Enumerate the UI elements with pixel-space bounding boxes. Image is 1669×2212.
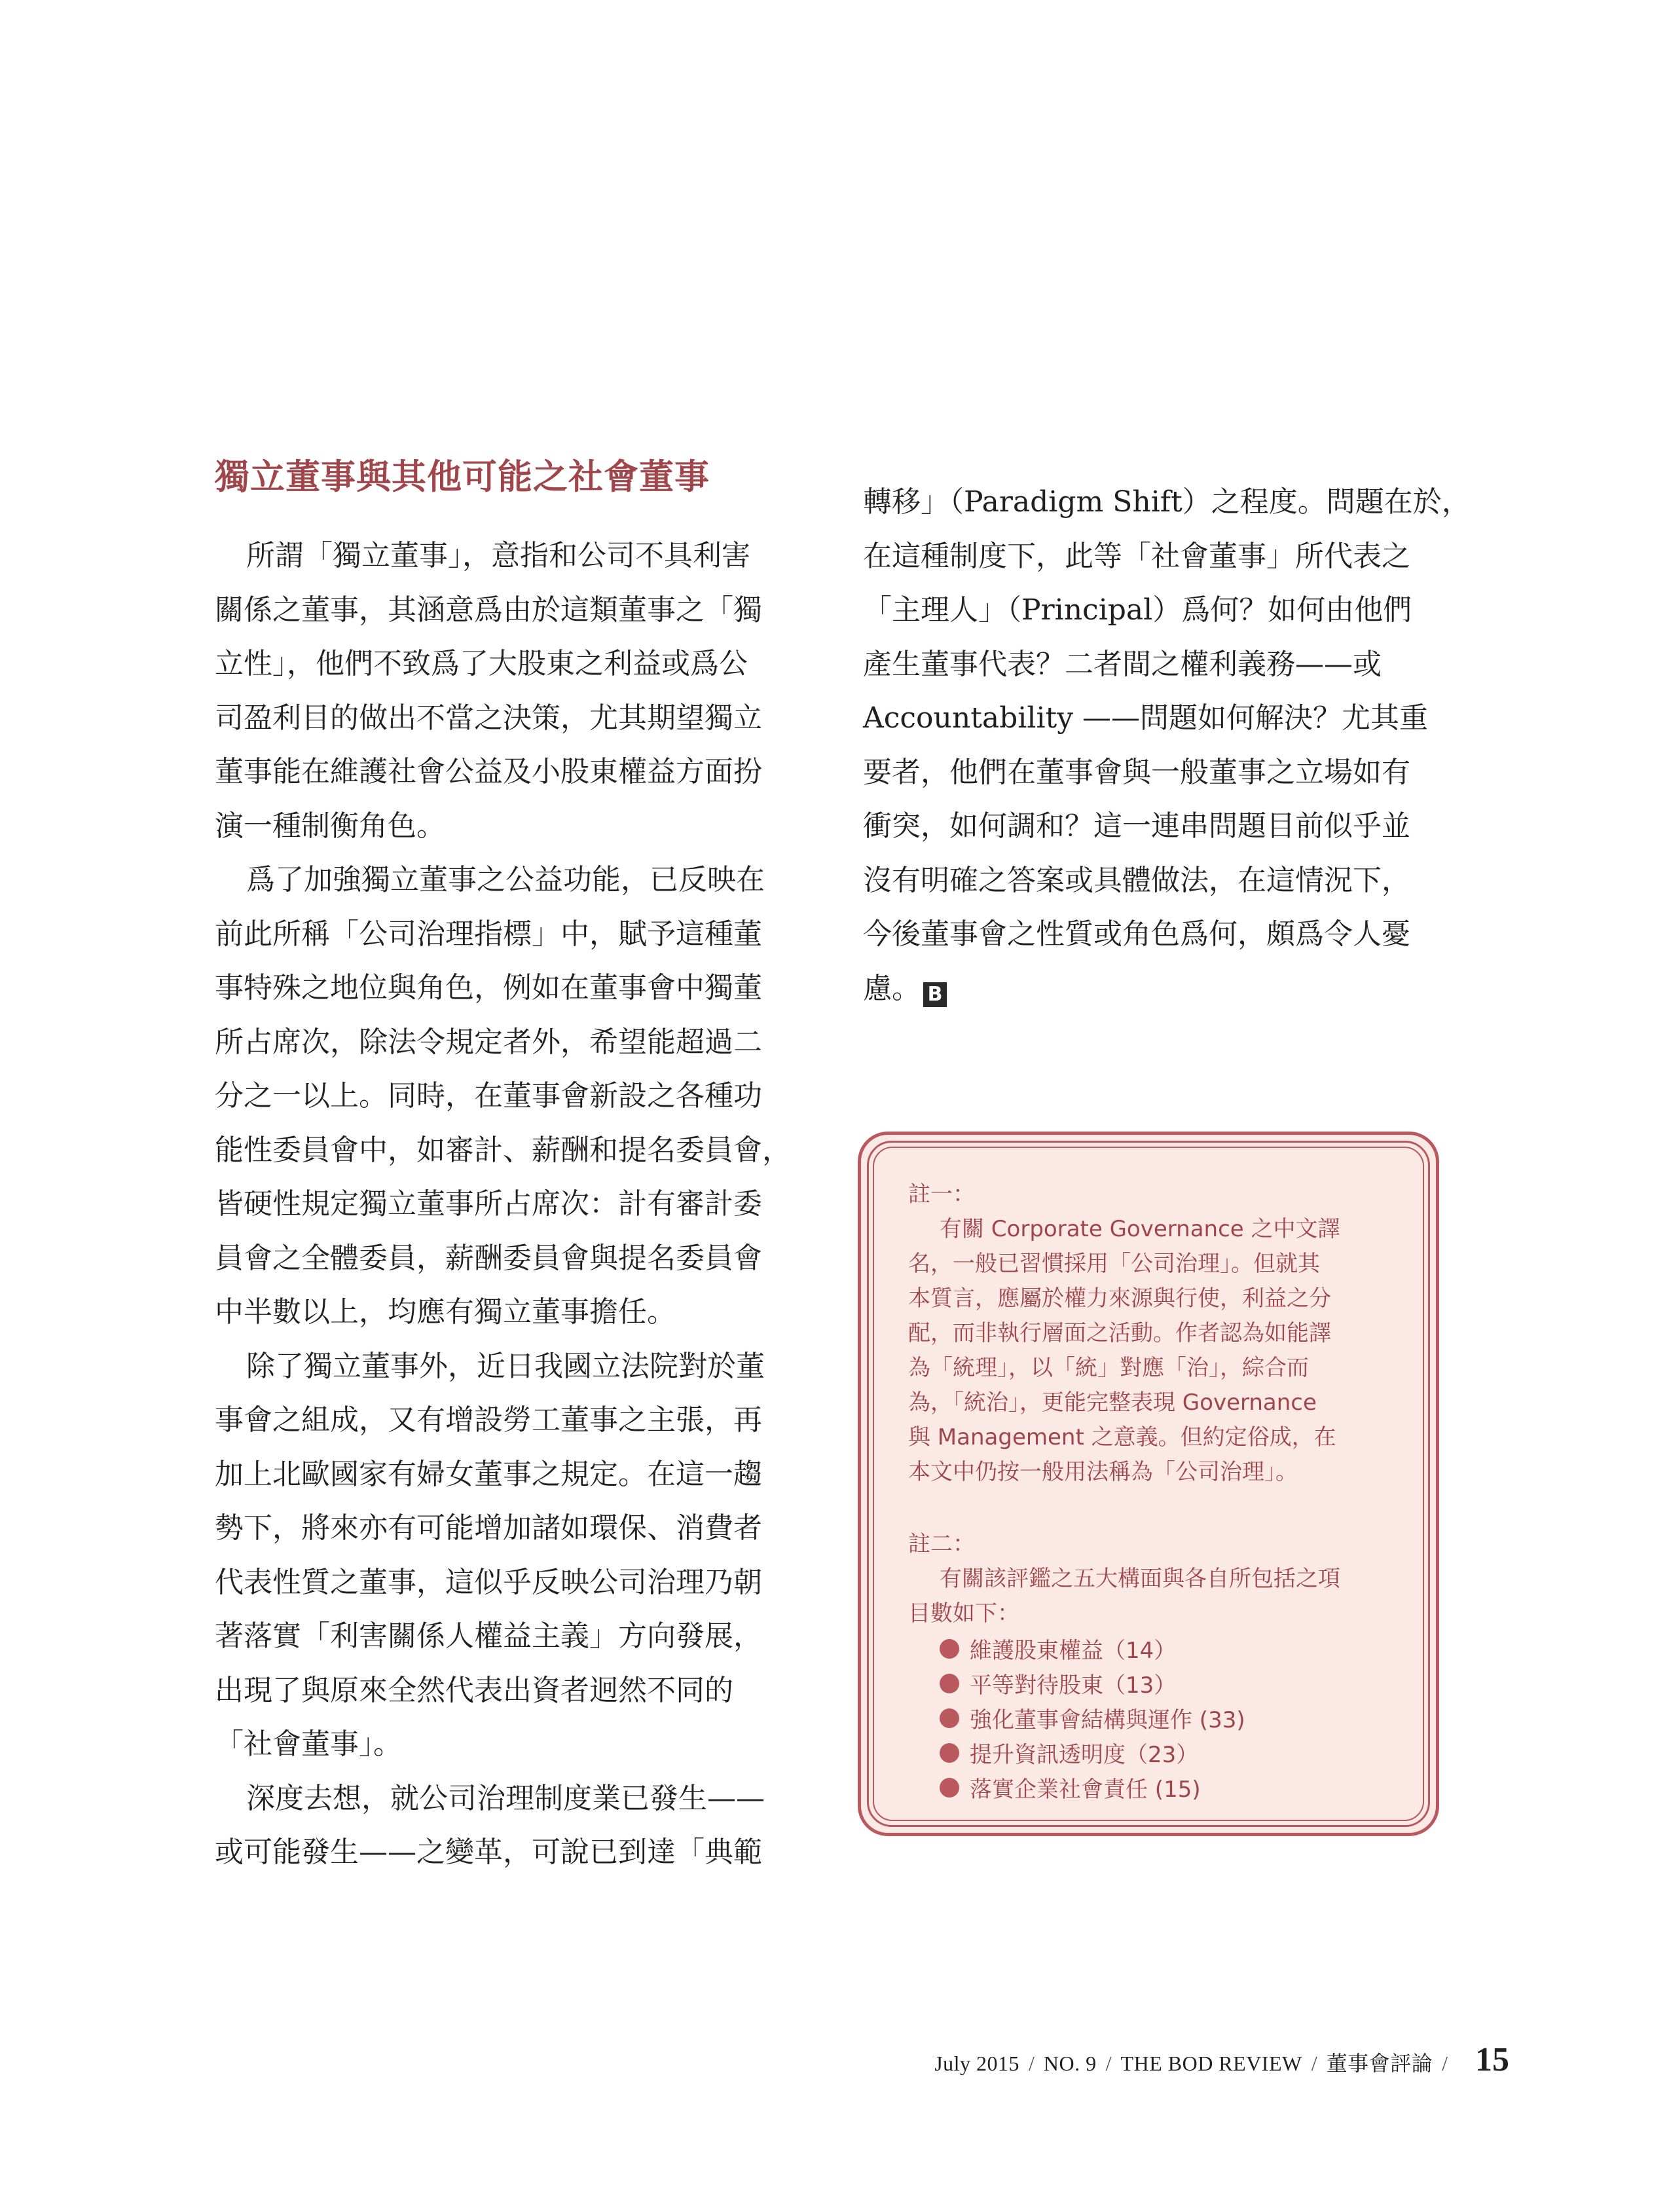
footer-journal-zh: 董事會評論 (1326, 2052, 1433, 2075)
note1-title: 註一： (908, 1181, 975, 1207)
text-line: 事特殊之地位與角色，例如在董事會中獨董 (215, 971, 762, 1005)
text-line: 著落實「利害關係人權益主義」方向發展， (215, 1619, 762, 1653)
paragraph-1 (215, 529, 791, 853)
right-column (863, 475, 1471, 1016)
text-line: 沒有明確之答案或具體做法，在這情況下， (863, 863, 1410, 897)
footer-separator: / (1029, 2052, 1035, 2075)
page-number: 15 (1475, 2041, 1509, 2078)
text-line: 加上北歐國家有婦女董事之規定。在這一趨 (215, 1457, 762, 1491)
end-mark-icon: B (923, 982, 947, 1007)
paragraph-2 (215, 853, 791, 1340)
text-line: 深度去想，就公司治理制度業已發生—— (246, 1781, 765, 1815)
bullet-text: 提升資訊透明度（23） (970, 1742, 1199, 1768)
last-line-text: 慮。 (863, 971, 921, 1005)
text-line: 中半數以上，均應有獨立董事擔任。 (215, 1295, 676, 1329)
bullet-text: 維護股東權益（14） (970, 1638, 1177, 1664)
bullet-item (908, 1666, 1406, 1701)
text-line: 要者，他們在董事會與一般董事之立場如有 (863, 755, 1410, 789)
section-heading: 獨立董事與其他可能之社會董事 (215, 457, 710, 497)
text-line: 「社會董事」。 (215, 1727, 402, 1761)
text-line: 事會之組成，又有增設勞工董事之主張，再 (215, 1403, 762, 1437)
text-line: 董事能在維護社會公益及小股東權益方面扮 (215, 755, 762, 788)
note1-line: 配，而非執行層面之活動。作者認為如能譯 (908, 1320, 1331, 1346)
notes-box (858, 1132, 1439, 1836)
text-line: 今後董事會之性質或角色爲何，頗爲令人憂 (863, 917, 1410, 951)
bullet-dot-icon (940, 1674, 959, 1693)
text-line: 所占席次，除法令規定者外，希望能超過二 (215, 1025, 762, 1059)
bullet-item (908, 1701, 1406, 1735)
bullet-dot-icon (940, 1778, 959, 1797)
text-line: 能性委員會中，如審計、薪酬和提名委員會， (215, 1133, 791, 1167)
text-line: 演一種制衡角色。 (215, 809, 445, 843)
note2-title: 註二： (908, 1531, 975, 1557)
footer-journal: THE BOD REVIEW (1120, 2052, 1302, 2075)
note-spacer (908, 1490, 1406, 1526)
note1-line: 名，一般已習慣採用「公司治理」。但就其 (908, 1251, 1320, 1277)
bullet-dot-icon (940, 1708, 959, 1728)
bullet-dot-icon (940, 1743, 959, 1763)
note1-line: 為，「統治」，更能完整表現 Governance (908, 1390, 1317, 1416)
note1-line: 本文中仍按一般用法稱為「公司治理」。 (908, 1459, 1298, 1485)
note1-line: 有關 Corporate Governance 之中文譯 (940, 1216, 1340, 1242)
text-line-last (863, 962, 1439, 1016)
text-line: 皆硬性規定獨立董事所占席次：計有審計委 (215, 1187, 762, 1221)
bullet-item (908, 1770, 1406, 1805)
bullet-item (908, 1631, 1406, 1666)
footer-issue: NO. 9 (1043, 2052, 1097, 2075)
text-line: 立性」，他們不致爲了大股東之利益或爲公 (215, 647, 748, 680)
text-line: 在這種制度下，此等「社會董事」所代表之 (863, 539, 1410, 573)
text-line: 分之一以上。同時，在董事會新設之各種功 (215, 1079, 762, 1113)
page-footer (934, 2040, 1509, 2079)
bullet-item (908, 1735, 1406, 1770)
text-line: 除了獨立董事外，近日我國立法院對於董 (246, 1349, 765, 1383)
left-column (215, 529, 791, 1880)
paragraph-continued (863, 475, 1471, 1016)
text-line: 衝突，如何調和？這一連串問題目前似乎並 (863, 809, 1410, 843)
bullet-text: 落實企業社會責任 (15) (970, 1777, 1201, 1803)
text-line: 或可能發生——之變革，可說已到達「典範 (215, 1835, 762, 1869)
text-line: 爲了加強獨立董事之公益功能，已反映在 (246, 863, 765, 896)
footer-date: July 2015 (934, 2052, 1020, 2075)
notes-content (908, 1177, 1406, 1805)
text-line: 員會之全體委員，薪酬委員會與提名委員會 (215, 1241, 762, 1275)
paragraph-4 (215, 1772, 791, 1880)
text-line: 司盈利目的做出不當之決策，尤其期望獨立 (215, 701, 762, 735)
text-line: 前此所稱「公司治理指標」中，賦予這種董 (215, 917, 762, 951)
text-line: 代表性質之董事，這似乎反映公司治理乃朝 (215, 1565, 762, 1599)
bullet-text: 平等對待股東（13） (970, 1672, 1177, 1699)
text-line: Accountability ——問題如何解決？尤其重 (863, 701, 1429, 735)
footer-separator: / (1311, 2052, 1317, 2075)
note1-line: 與 Management 之意義。但約定俗成，在 (908, 1424, 1336, 1450)
text-line: 關係之董事，其涵意爲由於這類董事之「獨 (215, 593, 762, 627)
note2-line: 目數如下： (908, 1600, 1019, 1627)
note2-line: 有關該評鑑之五大構面與各自所包括之項 (940, 1566, 1340, 1592)
text-line: 轉移」（Paradigm Shift）之程度。問題在於， (863, 485, 1471, 519)
bullet-text: 強化董事會結構與運作 (33) (970, 1707, 1245, 1733)
note1-line: 本質言，應屬於權力來源與行使，利益之分 (908, 1285, 1331, 1312)
bullet-dot-icon (940, 1639, 959, 1659)
text-line: 出現了與原來全然代表出資者迥然不同的 (215, 1673, 733, 1707)
paragraph-3 (215, 1340, 791, 1772)
note1-line: 為「統理」，以「統」對應「治」，綜合而 (908, 1355, 1309, 1381)
footer-separator: / (1105, 2052, 1112, 2075)
text-line: 所謂「獨立董事」，意指和公司不具利害 (246, 539, 750, 572)
text-line: 勢下，將來亦有可能增加諸如環保、消費者 (215, 1511, 762, 1545)
footer-separator: / (1442, 2052, 1448, 2075)
text-line: 產生董事代表？二者間之權利義務——或 (863, 647, 1382, 681)
text-line: 「主理人」（Principal）爲何？如何由他們 (863, 593, 1412, 627)
